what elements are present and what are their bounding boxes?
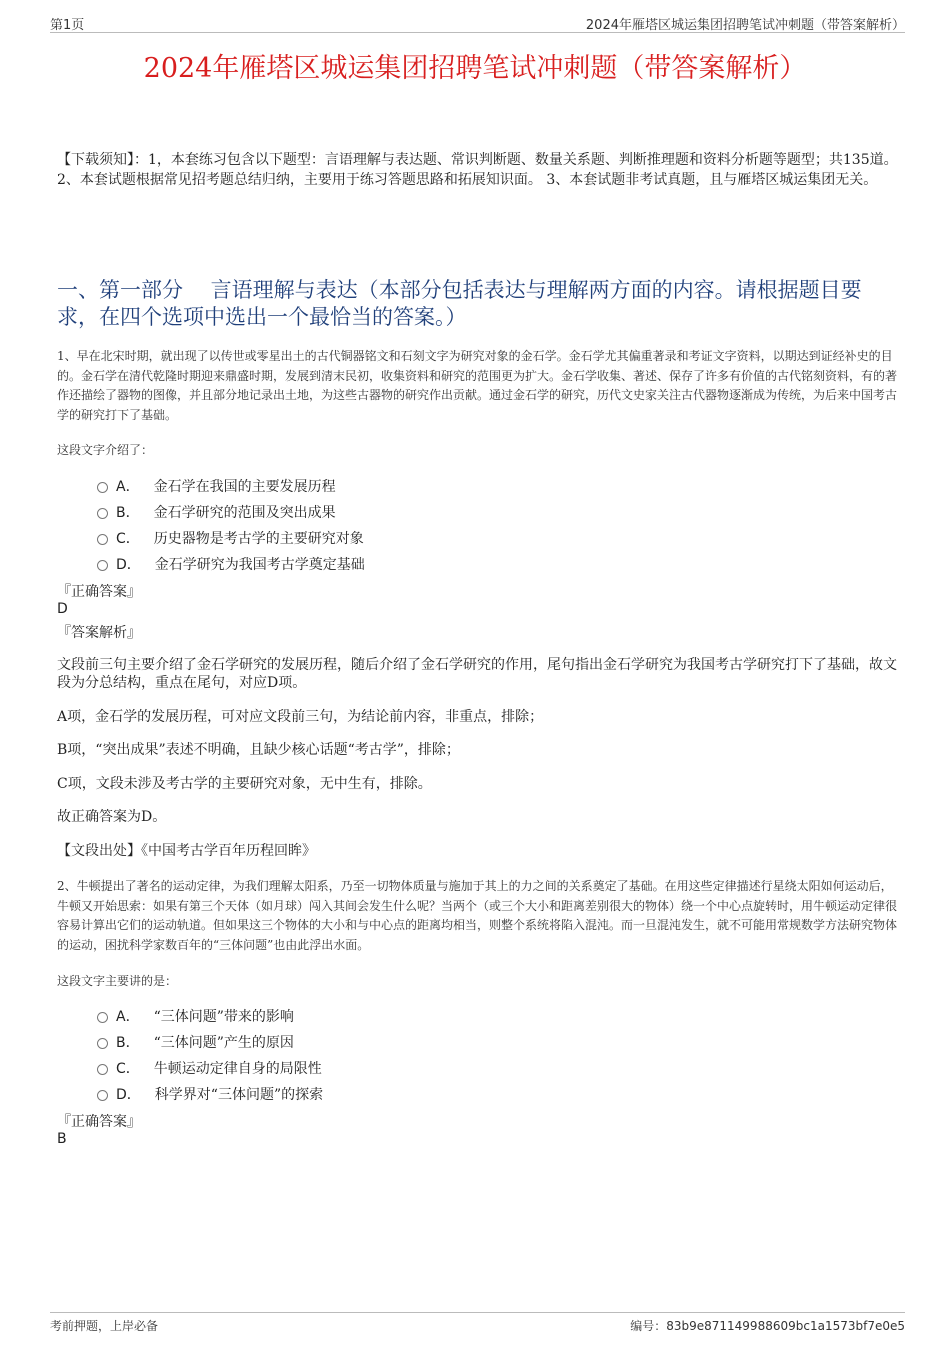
question-2-prompt: 这段文字主要讲的是： bbox=[57, 974, 178, 988]
option-b[interactable]: B． 金石学研究的范围及突出成果 bbox=[97, 499, 797, 525]
option-d[interactable]: D． 金石学研究为我国考古学奠定基础 bbox=[97, 551, 797, 577]
radio-icon[interactable] bbox=[97, 1064, 108, 1075]
analysis-paragraph: B项，“突出成果”表述不明确，且缺少核心话题“考古学”，排除； bbox=[57, 742, 460, 758]
analysis-label: 『答案解析』 bbox=[57, 625, 141, 641]
option-d[interactable]: D． 科学界对“三体问题”的探索 bbox=[97, 1081, 797, 1107]
header-doc-title: 2024年雁塔区城运集团招聘笔试冲刺题（带答案解析） bbox=[585, 18, 905, 33]
page-footer bbox=[50, 1312, 905, 1333]
page-title: 2024年雁塔区城运集团招聘笔试冲刺题（带答案解析） bbox=[143, 53, 807, 84]
radio-icon[interactable] bbox=[97, 508, 108, 519]
answer-value: D bbox=[57, 601, 68, 617]
analysis-paragraph: C项，文段未涉及考古学的主要研究对象，无中生有，排除。 bbox=[57, 776, 432, 792]
radio-icon[interactable] bbox=[97, 482, 108, 493]
option-a[interactable]: A． 金石学在我国的主要发展历程 bbox=[97, 473, 797, 499]
section-heading: 一、第一部分 言语理解与表达（本部分包括表达与理解两方面的内容。请根据题目要求，在四个选项中选出一个最恰当的答案。） bbox=[57, 278, 862, 329]
option-c[interactable]: C． 历史器物是考古学的主要研究对象 bbox=[97, 525, 797, 551]
question-2-text: 2、牛顿提出了著名的运动定律，为我们理解太阳系，乃至一切物体质量与施加于其上的力之间的关系奠定了基础。在用这些定律描述行星绕太阳如何运动后，牛顿又开始思索：如果有第三个天体（如月球）闯入其间会发生什么呢？当两个（或三个大小和距离差别很大的物体）绕一个中心点旋转时，用牛顿运动定律很容易计算出它们的运动轨道。但如果这三个物体的大小和与中心点的距离均相当，则整个系统将陷入混沌。而一旦混沌发生，就不可能用常规数学方法研究物体的运动，困扰科学家数百年的“三体问题”也由此浮出水面。 bbox=[57, 879, 898, 952]
radio-icon[interactable] bbox=[97, 1012, 108, 1023]
question-1-prompt: 这段文字介绍了： bbox=[57, 443, 154, 457]
answer-value: B bbox=[57, 1131, 67, 1147]
page-header bbox=[50, 14, 905, 33]
document-id: 编号：83b9e871149988609bc1a1573bf7e0e5 bbox=[630, 1319, 905, 1333]
analysis-paragraph: 故正确答案为D。 bbox=[57, 809, 167, 825]
option-b[interactable]: B． “三体问题”产生的原因 bbox=[97, 1029, 797, 1055]
download-notice: 【下载须知】：1，本套练习包含以下题型：言语理解与表达题、常识判断题、数量关系题、判断推理题和资料分析题等题型；共135道。 2、本套试题根据常见招考题总结归纳，主要用于练习答题思路和拓展知识面。 3、本套试题非考试真题，且与雁塔区城运集团无关。 bbox=[57, 152, 898, 188]
analysis-paragraph: 文段前三句主要介绍了金石学研究的发展历程，随后介绍了金石学研究的作用，尾句指出金石学研究为我国考古学研究打下了基础，故文段为分总结构，重点在尾句，对应D项。 bbox=[57, 657, 897, 691]
answer-label: 『正确答案』 bbox=[57, 584, 141, 600]
footer-slogan: 考前押题，上岸必备 bbox=[50, 1319, 159, 1333]
analysis-paragraph: A项，金石学的发展历程，可对应文段前三句，为结论前内容，非重点，排除； bbox=[57, 709, 544, 725]
radio-icon[interactable] bbox=[97, 1090, 108, 1101]
answer-label: 『正确答案』 bbox=[57, 1114, 141, 1130]
question-1-text: 1、早在北宋时期，就出现了以传世或零星出土的古代铜器铭文和石刻文字为研究对象的金石学。金石学尤其偏重著录和考证文字资料，以期达到证经补史的目的。金石学在清代乾隆时期迎来鼎盛时期，发展到清末民初，收集资料和研究的范围更为扩大。金石学收集、著述、保存了许多有价值的古代铭刻资料，有的著作还描绘了器物的图像，并且部分地记录出土地，为这些古器物的研究作出贡献。通过金石学的研究，历代文史家关注古代器物逐渐成为传统，为后来中国考古学的研究打下了基础。 bbox=[57, 349, 898, 422]
radio-icon[interactable] bbox=[97, 560, 108, 571]
question-2-options bbox=[97, 1003, 797, 1107]
option-a[interactable]: A． “三体问题”带来的影响 bbox=[97, 1003, 797, 1029]
page-number: 第1页 bbox=[50, 18, 85, 33]
option-c[interactable]: C． 牛顿运动定律自身的局限性 bbox=[97, 1055, 797, 1081]
radio-icon[interactable] bbox=[97, 1038, 108, 1049]
source-citation: 【文段出处】《中国考古学百年历程回眸》 bbox=[57, 843, 316, 859]
radio-icon[interactable] bbox=[97, 534, 108, 545]
question-1-options bbox=[97, 473, 797, 577]
